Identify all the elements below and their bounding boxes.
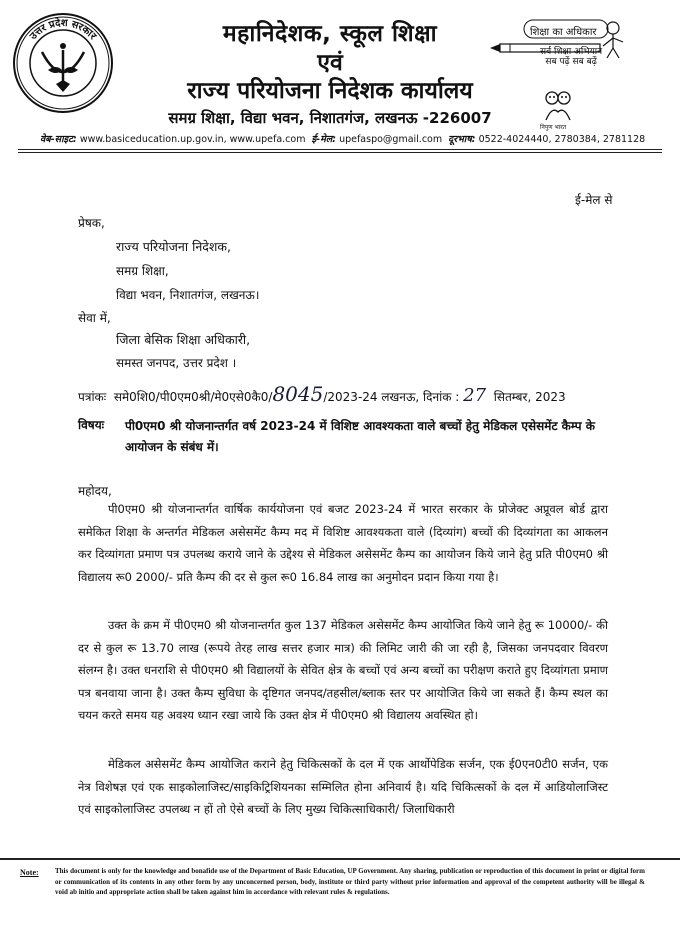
date-month-year: सितम्बर, 2023: [493, 390, 566, 404]
date-day-handwritten: 27: [463, 385, 487, 406]
nipun-bharat-logo: [540, 86, 576, 122]
phone-label: दूरभाष:: [448, 134, 476, 145]
header-divider: [18, 149, 662, 150]
recipient-line-1: जिला बेसिक शिक्षा अधिकारी,: [116, 332, 251, 347]
email-label: ई-मेल:: [311, 134, 337, 145]
ref-suffix: /2023-24 लखनऊ, दिनांक :: [323, 390, 460, 404]
website-label: वेब-साइट:: [40, 134, 77, 145]
footer-divider: [0, 858, 680, 860]
phone-value: 0522-4024440, 2780384, 2781128: [478, 134, 646, 145]
ref-prefix: समे0शि0/पी0एम0श्री/मे0एसे0कै0/: [113, 390, 273, 404]
ssa-line1: सर्व शिक्षा अभियान: [540, 47, 603, 57]
sender-line-1: राज्य परियोजना निदेशक,: [116, 239, 231, 254]
right-to-education-label: शिक्षा का अधिकार: [530, 27, 597, 38]
emblem-text: उत्तर प्रदेश सरकार: [28, 17, 99, 42]
sarva-shiksha-abhiyan-tagline: [540, 47, 602, 67]
email-value: upefaspo@gmail.com: [339, 134, 443, 145]
paragraph-1: पी0एम0 श्री योजनान्तर्गत वार्षिक कार्ययोजना एवं बजट 2023-24 में भारत सरकार के प्रोजेक्ट अप्रूवल बोर्ड द्वारा समेकित शिक्षा के अन्तर्गत मेडिकल असेसमेंट कैम्प मद में विशिष्ट आवश्यकता वाले (दिव्यांग) बच्चों की दिव्यांगता का आकलन कर दिव्यांगता प्रमाण पत्र उपलब्ध कराये जाने के उद्देश्य से मेडिकल असेसमेंट कैम्प का आयोजन किये जाने हेतु प्रति पी0एम0 श्री विद्यालय रू0 2000/- प्रति कैम्प की दर से कुल रू0 16.84 लाख का अनुमोदन प्रदान किया गया है।: [78, 502, 608, 584]
salutation: महोदय,: [78, 484, 112, 498]
header-divider-thin: [18, 152, 662, 153]
by-email-note: ई-मेल से: [575, 193, 613, 207]
ssa-line2: सब पढ़ें सब बढ़ें: [545, 57, 597, 67]
recipient-line-2: समस्त जनपद, उत्तर प्रदेश ।: [116, 356, 237, 370]
subject-text: पी0एम0 श्री योजनान्तर्गत वर्ष 2023-24 में विशिष्ट आवश्यकता वाले बच्चों हेतु मेडिकल एसेसमेंट कैम्प के आयोजन के संबंध में।: [125, 419, 595, 454]
up-government-emblem: [12, 12, 114, 114]
to-label: सेवा में,: [78, 311, 111, 325]
header-address: समग्र शिक्षा, विद्या भवन, निशातगंज, लखनऊ -226007: [168, 109, 492, 127]
header-title-line3: राज्य परियोजना निदेशक कार्यालय: [187, 78, 473, 104]
website-value: www.basiceducation.up.gov.in, www.upefa.com: [79, 134, 306, 145]
sender-line-2: समग्र शिक्षा,: [116, 264, 169, 278]
paragraph-2: उक्त के क्रम में पी0एम0 श्री योजनान्तर्गत कुल 137 मेडिकल असेसमेंट कैम्प आयोजित किये जाने हेतु रू 10000/- की दर से कुल रू 13.70 लाख (रूपये तेरह लाख सत्तर हजार मात्र) की लिमिट जारी की जा रही है, जिसका जनपदवार विवरण संलग्न है। उक्त धनराशि से पी0एम0 श्री विद्यालयों के सेवित क्षेत्र के बच्चों एवं अन्य बच्चों का परीक्षण कराते हुए दिव्यांगता प्रमाण पत्र बनवाया जाना है। उक्त कैम्प सुविधा के दृष्टिगत जनपद/तहसील/ब्लाक स्तर पर आयोजित किये जा सकते हैं। कैम्प स्थल का चयन करते समय यह अवश्य ध्यान रखा जाये कि उक्त क्षेत्र में पी0एम0 श्री विद्यालय अवस्थित हो।: [78, 618, 608, 722]
nipun-bharat-label: निपुण भारत: [540, 124, 567, 131]
reference-line: [78, 382, 566, 406]
header-title-line1: महानिदेशक, स्कूल शिक्षा: [222, 21, 438, 47]
ref-label: पत्रांकः: [78, 390, 107, 404]
header-title-line2: एवं: [317, 50, 343, 76]
footer-disclaimer: This document is only for the knowledge and bonafide use of the Department of Basic Education, UP Government. Any sharing, publication or reproduction of this document in print or digital form or communication of its contents in any other form by any unconcerned person, body, institute or third party without prior information and approval of the competent authority will be illegal & void ab initio and appropriate action shall be taken against him in accordance with relevant rules & regulations.: [55, 867, 645, 896]
contact-line: [40, 132, 660, 145]
subject-label: विषयः: [78, 418, 105, 432]
paragraph-3: मेडिकल असेसमेंट कैम्प आयोजित कराने हेतु चिकित्सकों के दल में एक आर्थोपेडिक सर्जन, एक ई0एन0टी0 सर्जन, एक नेत्र विशेषज्ञ एवं एक साइकोलाजिस्ट/साइकिट्रिशियनका सम्मिलित होना अनिवार्य है। यदि चिकित्सकों के दल में आडियोलाजिस्ट एवं साइकोलाजिस्ट उपलब्ध न हों तो ऐसे बच्चों के लिए मुख्य चिकित्साधिकारी/ जिलाधिकारी: [78, 757, 608, 816]
note-label: Note:: [20, 868, 39, 877]
ref-number-handwritten: 8045: [272, 382, 324, 406]
sender-line-3: विद्या भवन, निशातगंज, लखनऊ।: [116, 288, 260, 302]
sender-label: प्रेषक,: [78, 216, 105, 230]
